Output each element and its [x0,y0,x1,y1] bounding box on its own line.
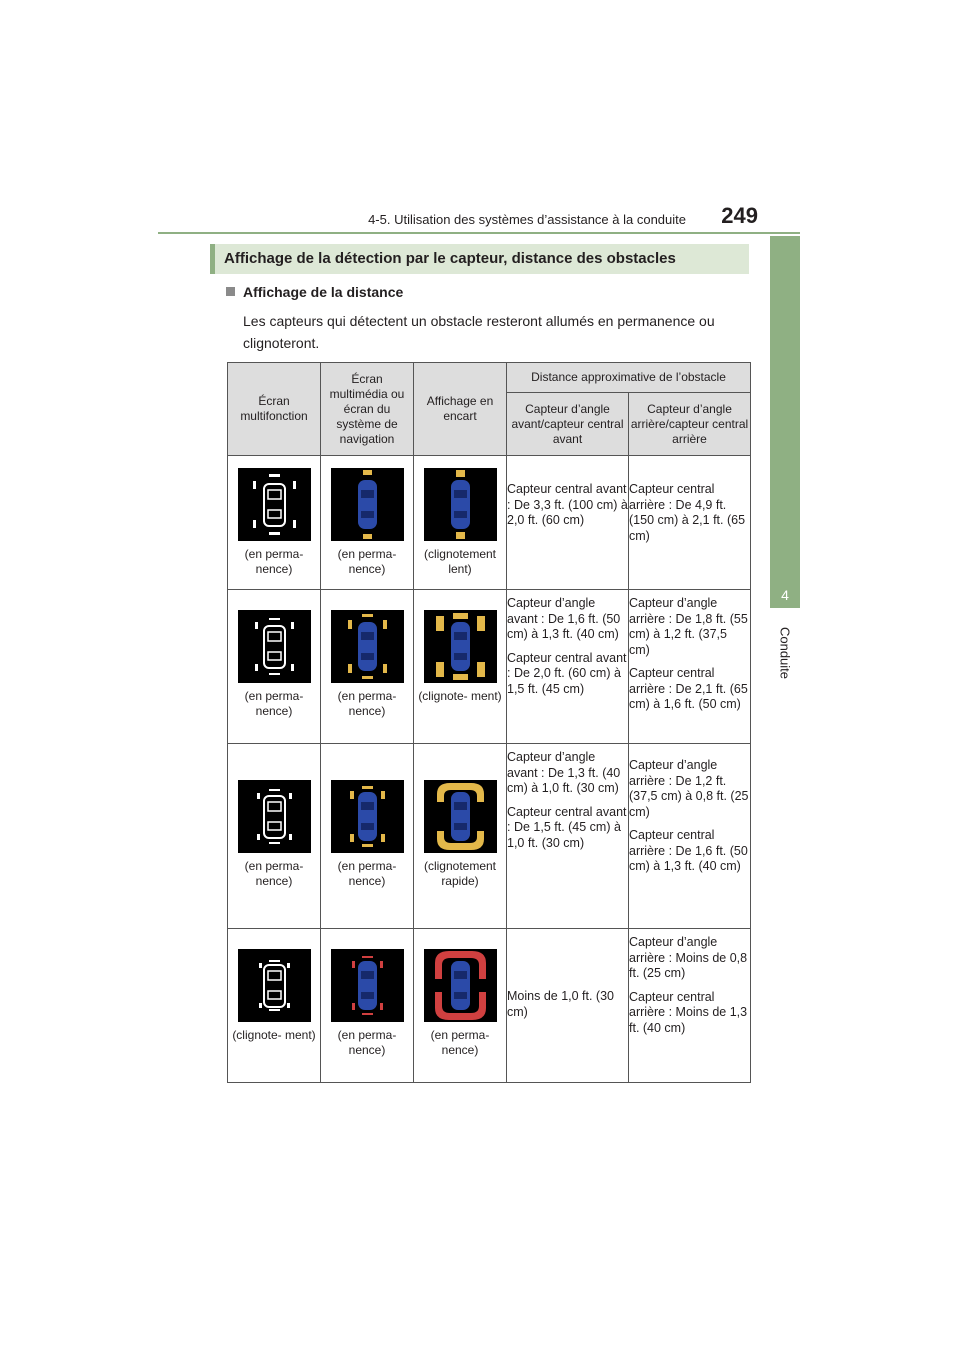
row1-navigation-label: (en perma- nence) [337,547,397,576]
row1-navigation-cell [321,456,414,590]
row4-rear-text-2: Capteur central arrière : Moins de 1,3 ft. (40 cm) [629,989,748,1035]
row4-inset-cell [414,929,507,1083]
distance-table [227,362,751,1083]
row1-inset-cell [414,456,507,590]
subheading [226,284,403,300]
navigation-display-icon [331,468,404,541]
row2-multifunction-cell [228,590,321,744]
row2-front-text-1: Capteur d’angle avant : De 1,6 ft. (50 cm) à 1,3 ft. (40 cm) [507,596,621,641]
row4-navigation-cell [321,929,414,1083]
row3-multifunction-label: (en perma- nence) [244,859,304,888]
header-distance: Distance approximative de l’obstacle [507,363,751,393]
row3-inset-cell [414,744,507,929]
row1-front-cell [507,456,629,590]
multifunction-display-icon [238,949,311,1022]
chapter-label-text: Conduite [777,626,793,680]
row3-front-text-1: Capteur d’angle avant : De 1,3 ft. (40 cm) à 1,0 ft. (30 cm) [507,750,621,795]
row2-navigation-cell [321,590,414,744]
page-header [158,200,800,234]
inset-display-icon [424,468,497,541]
navigation-display-icon [331,949,404,1022]
page-number: 249 [721,203,758,228]
row1-rear-text: Capteur central arrière : De 4,9 ft. (150 cm) à 2,1 ft. (65 cm) [629,482,746,543]
row3-multifunction-cell [228,744,321,929]
square-bullet-icon [226,287,235,296]
row1-inset-label: (clignotement lent) [423,547,497,576]
navigation-display-icon [331,780,404,853]
row3-rear-text-1: Capteur d’angle arrière : De 1,2 ft. (37,5 cm) à 0,8 ft. (25 cm) [629,758,749,819]
section-title-bar [210,244,215,274]
header-inset: Affichage en encart [414,363,507,456]
row3-front-text-2: Capteur central avant : De 1,5 ft. (45 cm) à 1,0 ft. (30 cm) [507,804,627,850]
inset-display-icon [424,610,497,683]
header-multifunction: Écran multifonction [228,363,321,456]
header-rule [158,232,800,234]
row2-rear-text-1: Capteur d’angle arrière : De 1,8 ft. (55 cm) à 1,2 ft. (37,5 cm) [629,596,748,657]
row3-navigation-label: (en perma- nence) [337,859,397,888]
row2-rear-text-2: Capteur central arrière : De 2,1 ft. (65 cm) à 1,6 ft. (50 cm) [629,666,748,711]
section-title [210,244,749,274]
inset-display-icon [424,949,497,1022]
header-section: 4-5. Utilisation des systèmes d’assistance à la conduite [368,212,686,227]
inset-display-icon [424,780,497,853]
row4-rear-cell [629,929,751,1083]
row3-inset-label: (clignotement rapide) [423,859,497,888]
row1-rear-cell [629,456,751,590]
intro-paragraph: Les capteurs qui détectent un obstacle resteront allumés en permanence ou clignoteront. [243,313,715,351]
row1-front-text: Capteur central avant : De 3,3 ft. (100 cm) à 2,0 ft. (60 cm) [507,482,628,527]
row3-front-cell [507,744,629,929]
row4-navigation-label: (en perma- nence) [337,1028,397,1057]
multifunction-display-icon [238,780,311,853]
row4-rear-text-1: Capteur d’angle arrière : Moins de 0,8 ft. (25 cm) [629,935,748,980]
row3-navigation-cell [321,744,414,929]
subheading-text: Affichage de la distance [243,284,404,300]
row2-navigation-label: (en perma- nence) [337,689,397,718]
row2-front-cell [507,590,629,744]
row1-multifunction-cell [228,456,321,590]
row4-multifunction-label: (clignote- ment) [232,1028,316,1042]
row2-front-text-2: Capteur central avant : De 2,0 ft. (60 cm) à 1,5 ft. (45 cm) [507,650,627,696]
row4-front-text: Moins de 1,0 ft. (30 cm) [507,989,615,1019]
multifunction-display-icon [238,610,311,683]
row2-inset-cell [414,590,507,744]
row3-rear-cell [629,744,751,929]
header-front: Capteur d’angle avant/capteur central avant [507,393,629,456]
row1-multifunction-label: (en perma- nence) [244,547,304,576]
header-navigation: Écran multimédia ou écran du système de navigation [321,363,414,456]
row4-front-cell [507,929,629,1083]
multifunction-display-icon [238,468,311,541]
chapter-tab [770,236,800,608]
header-rear: Capteur d’angle arrière/capteur central arrière [629,393,751,456]
row2-rear-cell [629,590,751,744]
chapter-number: 4 [781,587,789,603]
chapter-label [771,618,799,688]
navigation-display-icon [331,610,404,683]
row4-multifunction-cell [228,929,321,1083]
section-title-text: Affichage de la détection par le capteur, distance des obstacles [224,250,676,267]
row3-rear-text-2: Capteur central arrière : De 1,6 ft. (50 cm) à 1,3 ft. (40 cm) [629,828,748,873]
row2-multifunction-label: (en perma- nence) [244,689,304,718]
row2-inset-label: (clignote- ment) [418,689,502,703]
row4-inset-label: (en perma- nence) [430,1028,490,1057]
